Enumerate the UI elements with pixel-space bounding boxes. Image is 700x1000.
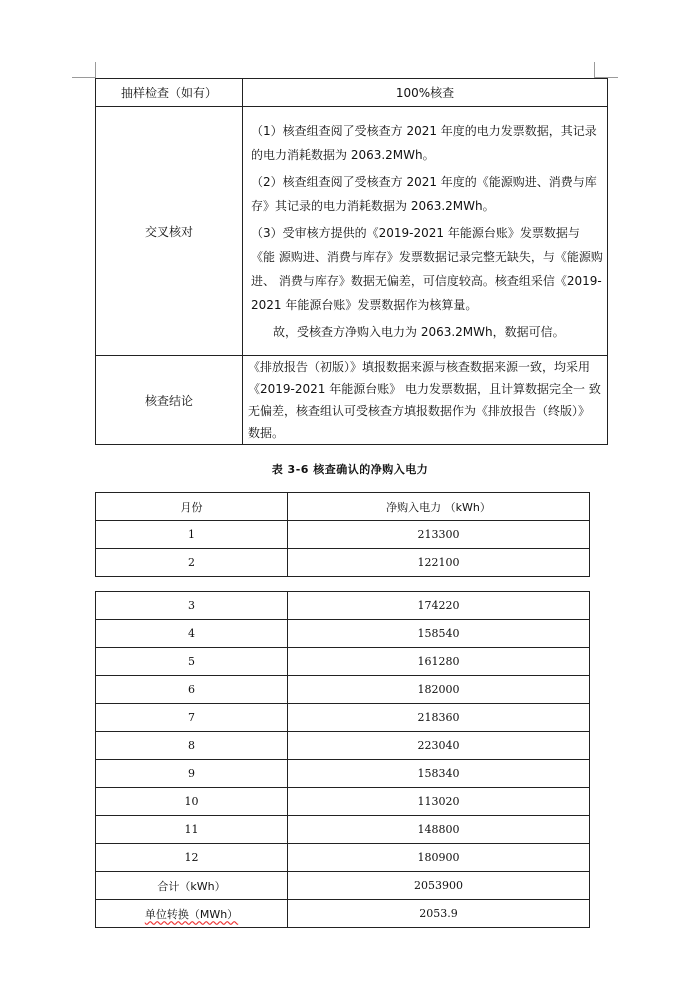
value-cell: 161280 [288, 648, 590, 676]
table-row [96, 648, 590, 676]
sampling-value: 100%核查 [243, 79, 608, 107]
month-cell: 1 [96, 521, 288, 549]
month-cell: 12 [96, 844, 288, 872]
value-cell: 158540 [288, 620, 590, 648]
month-cell: 2 [96, 549, 288, 577]
unit-row [96, 900, 590, 928]
table-row [96, 816, 590, 844]
conclusion-label: 核查结论 [96, 356, 243, 445]
crop-mark-left-h [72, 77, 95, 78]
total-row [96, 872, 590, 900]
month-cell: 6 [96, 676, 288, 704]
header-value: 净购入电力 （kWh） [288, 493, 590, 521]
month-cell: 10 [96, 788, 288, 816]
month-cell: 3 [96, 592, 288, 620]
table-row [96, 620, 590, 648]
verification-table [95, 78, 608, 445]
value-cell: 113020 [288, 788, 590, 816]
table-caption: 表 3-6 核查确认的净购入电力 [271, 463, 429, 476]
table-row [96, 549, 590, 577]
header-month: 月份 [96, 493, 288, 521]
value-cell: 223040 [288, 732, 590, 760]
cross-check-content [243, 107, 608, 356]
table-row [96, 521, 590, 549]
month-cell: 7 [96, 704, 288, 732]
month-cell: 11 [96, 816, 288, 844]
power-table-header [96, 493, 590, 521]
value-cell: 213300 [288, 521, 590, 549]
value-cell: 158340 [288, 760, 590, 788]
total-value: 2053900 [288, 872, 590, 900]
table-row [96, 844, 590, 872]
conclusion-content [243, 356, 608, 445]
cross-check-para-4: 故，受核查方净购入电力为 2063.2MWh，数据可信。 [273, 324, 565, 339]
table-row [96, 788, 590, 816]
cross-check-para-3: （3）受审核方提供的《2019-2021 年能源台账》发票数据与《能 源购进、消费与库存》发票数据记录完整无缺失，与《能源购进、 消费与库存》数据无偏差，可信度较高。核查组采信《2019-2021 年能源台账》发票数据作为核算量。 [251, 225, 603, 312]
value-cell: 122100 [288, 549, 590, 577]
month-cell: 9 [96, 760, 288, 788]
conclusion-row [96, 356, 608, 445]
unit-label: 单位转换（MWh） [96, 900, 288, 928]
power-table-part1 [95, 492, 590, 577]
unit-value: 2053.9 [288, 900, 590, 928]
conclusion-text: 《排放报告（初版）》填报数据来源与核查数据来源一致，均采用《2019-2021 年能源台账》 电力发票数据，且计算数据完全一 致无偏差，核查组认可受核查方填报数据作为《排放报告（终版）》 数据。 [248, 360, 601, 440]
cross-check-para-1: （1）核查组查阅了受核查方 2021 年度的电力发票数据，其记录 的电力消耗数据为 2063.2MWh。 [251, 123, 597, 162]
value-cell: 182000 [288, 676, 590, 704]
value-cell: 174220 [288, 592, 590, 620]
value-cell: 180900 [288, 844, 590, 872]
month-cell: 8 [96, 732, 288, 760]
crop-mark-right [594, 62, 595, 78]
crop-mark-left [95, 62, 96, 78]
value-cell: 218360 [288, 704, 590, 732]
cross-check-label: 交叉核对 [96, 107, 243, 356]
sampling-row [96, 79, 608, 107]
table-row [96, 592, 590, 620]
month-cell: 4 [96, 620, 288, 648]
table-row [96, 732, 590, 760]
table-row [96, 676, 590, 704]
table-row [96, 760, 590, 788]
power-table-part2 [95, 591, 590, 928]
sampling-label: 抽样检查（如有） [96, 79, 243, 107]
cross-check-para-2: （2）核查组查阅了受核查方 2021 年度的《能源购进、消费与库 存》其记录的电力消耗数据为 2063.2MWh。 [251, 174, 597, 213]
month-cell: 5 [96, 648, 288, 676]
value-cell: 148800 [288, 816, 590, 844]
cross-check-row [96, 107, 608, 356]
total-label: 合计（kWh） [96, 872, 288, 900]
table-row [96, 704, 590, 732]
